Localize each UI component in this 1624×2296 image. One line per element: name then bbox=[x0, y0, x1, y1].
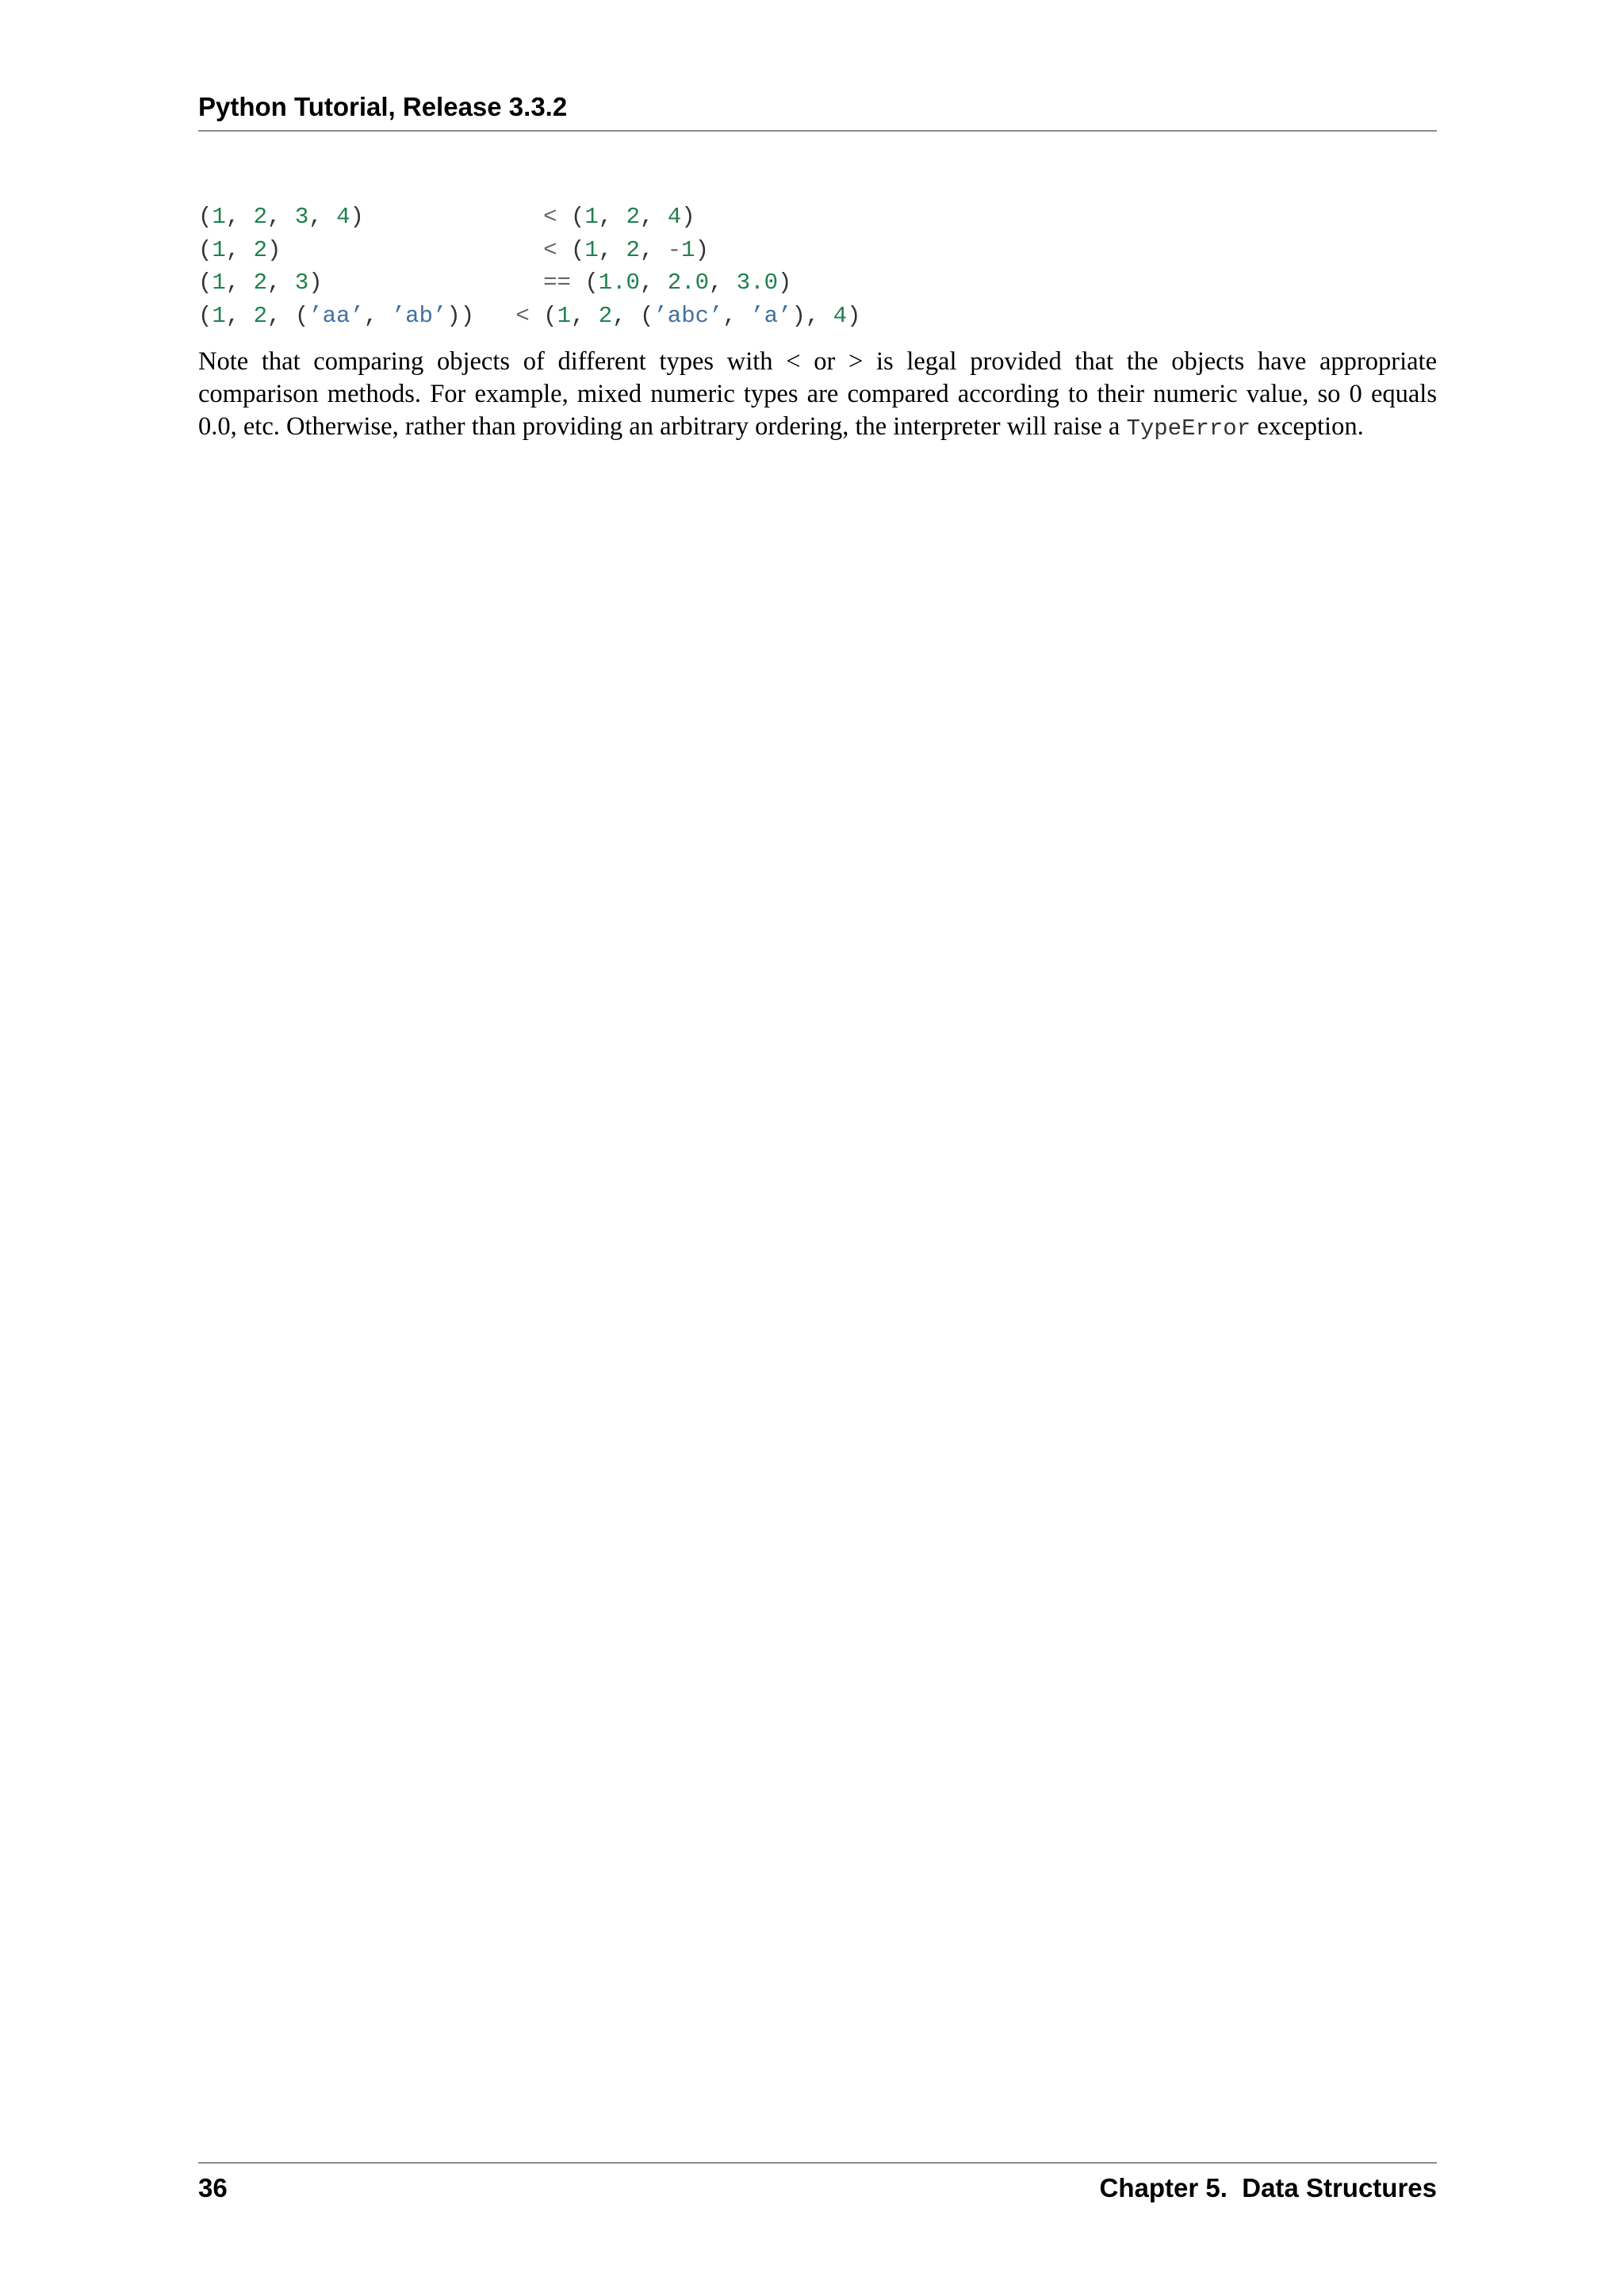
string-token: ’aa’ bbox=[308, 302, 364, 329]
operator-token: == bbox=[543, 270, 571, 296]
number-token: 2 bbox=[626, 236, 640, 263]
code-line bbox=[198, 266, 1437, 300]
number-token: 1 bbox=[681, 236, 695, 263]
number-token: 1 bbox=[212, 270, 226, 296]
body-text bbox=[198, 346, 1437, 445]
number-token: 1 bbox=[212, 204, 226, 230]
page-number: 36 bbox=[198, 2173, 228, 2202]
number-token: 1 bbox=[212, 302, 226, 329]
punctuation-token: , bbox=[570, 302, 599, 329]
string-token: ’abc’ bbox=[653, 302, 723, 329]
number-token: 2 bbox=[253, 236, 268, 263]
number-token: 3 bbox=[294, 270, 309, 296]
page-footer bbox=[198, 2162, 1437, 2211]
number-token: 1 bbox=[212, 236, 226, 263]
punctuation-token: ( bbox=[198, 270, 213, 296]
page-header bbox=[198, 90, 1437, 132]
punctuation-token: , bbox=[639, 236, 668, 263]
running-title: Python Tutorial, Release 3.3.2 bbox=[198, 92, 568, 121]
number-token: 1 bbox=[584, 236, 599, 263]
number-token: 3 bbox=[294, 204, 309, 230]
number-token: 2 bbox=[253, 270, 268, 296]
code-line bbox=[198, 201, 1437, 234]
string-token: ’a’ bbox=[750, 302, 792, 329]
punctuation-token: ) bbox=[267, 236, 282, 263]
punctuation-token bbox=[281, 237, 543, 263]
punctuation-token: , bbox=[308, 204, 337, 230]
paragraph-text-end: exception. bbox=[1251, 412, 1364, 441]
punctuation-token: ( bbox=[198, 302, 213, 329]
number-token: 2 bbox=[253, 204, 268, 230]
punctuation-token: , bbox=[722, 302, 751, 329]
code-line bbox=[198, 300, 1437, 333]
punctuation-token bbox=[323, 270, 543, 296]
punctuation-token: , ( bbox=[267, 302, 309, 329]
punctuation-token: ( bbox=[557, 204, 585, 230]
operator-token: < bbox=[543, 204, 557, 230]
operator-token: < bbox=[543, 236, 557, 263]
code-example bbox=[198, 201, 1437, 332]
punctuation-token: , bbox=[639, 270, 668, 296]
punctuation-token: , bbox=[598, 236, 626, 263]
punctuation-token: , bbox=[708, 270, 737, 296]
punctuation-token: , bbox=[267, 270, 295, 296]
punctuation-token: , ( bbox=[612, 302, 654, 329]
punctuation-token: , bbox=[267, 204, 295, 230]
punctuation-token bbox=[364, 204, 543, 230]
operator-token: - bbox=[667, 236, 682, 263]
punctuation-token: , bbox=[598, 204, 626, 230]
number-token: 1.0 bbox=[598, 270, 640, 296]
number-token: 4 bbox=[833, 302, 848, 329]
punctuation-token: ) bbox=[681, 204, 695, 230]
punctuation-token: , bbox=[225, 302, 254, 329]
punctuation-token bbox=[474, 303, 515, 329]
operator-token: < bbox=[515, 302, 530, 329]
number-token: 4 bbox=[336, 204, 350, 230]
punctuation-token: , bbox=[225, 204, 254, 230]
inline-code-typeerror: TypeError bbox=[1126, 415, 1251, 442]
punctuation-token: ) bbox=[308, 270, 323, 296]
number-token: 1 bbox=[584, 204, 599, 230]
punctuation-token: ( bbox=[198, 204, 213, 230]
punctuation-token: ) bbox=[778, 270, 792, 296]
punctuation-token: ) bbox=[350, 204, 364, 230]
number-token: 3.0 bbox=[736, 270, 779, 296]
number-token: 4 bbox=[667, 204, 682, 230]
punctuation-token: ) bbox=[847, 302, 861, 329]
string-token: ’ab’ bbox=[391, 302, 447, 329]
code-line bbox=[198, 234, 1437, 267]
punctuation-token: , bbox=[639, 204, 668, 230]
paragraph bbox=[198, 346, 1437, 445]
punctuation-token: , bbox=[363, 302, 392, 329]
number-token: 2.0 bbox=[667, 270, 709, 296]
paragraph-text: Note that comparing objects of different types with < or > is legal provided that the objects have appropriate comparison methods. For example, mixed numeric types are compared according to their numeric value, so 0 equals 0.0, etc. Otherwise, rather than providing an arbitrary ordering, the interpreter will raise a bbox=[198, 347, 1437, 441]
punctuation-token: , bbox=[225, 270, 254, 296]
number-token: 2 bbox=[598, 302, 613, 329]
punctuation-token: ( bbox=[198, 236, 213, 263]
punctuation-token: ( bbox=[529, 302, 557, 329]
number-token: 1 bbox=[557, 302, 571, 329]
punctuation-token: ), bbox=[791, 302, 833, 329]
number-token: 2 bbox=[626, 204, 640, 230]
punctuation-token: ( bbox=[557, 236, 585, 263]
punctuation-token: ( bbox=[570, 270, 599, 296]
punctuation-token: )) bbox=[446, 302, 475, 329]
chapter-title: Chapter 5. Data Structures bbox=[1099, 2173, 1437, 2202]
punctuation-token: ) bbox=[695, 236, 709, 263]
number-token: 2 bbox=[253, 302, 268, 329]
punctuation-token: , bbox=[225, 236, 254, 263]
